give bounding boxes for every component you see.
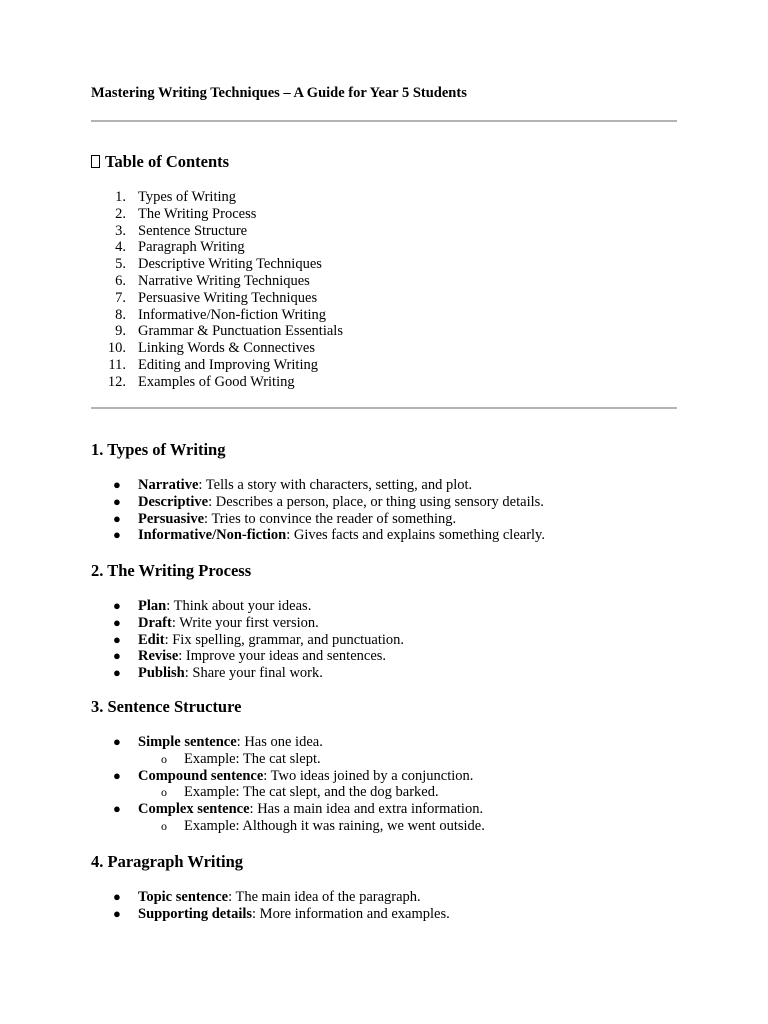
toc-item (91, 223, 343, 240)
bullet-icon: ● (113, 648, 121, 664)
example-text: Example: The cat slept. (184, 750, 321, 767)
bullet-icon: ● (113, 631, 121, 647)
item-text: : Describes a person, place, or thing using sensory details. (208, 493, 544, 510)
item-term: Persuasive (138, 510, 205, 527)
example-item (91, 784, 485, 801)
toc-item-label: Paragraph Writing (138, 239, 245, 256)
item-term: Plan (138, 598, 167, 614)
toc-item-number: 1. (115, 189, 126, 205)
document-title: Mastering Writing Techniques – A Guide for Year 5 Students (91, 85, 467, 101)
bullet-icon: ● (113, 527, 121, 543)
circle-bullet-icon: o (161, 751, 167, 766)
toc-item (91, 273, 343, 290)
toc-item-number: 12. (107, 373, 126, 390)
list-item (91, 598, 404, 615)
item-text: : Improve your ideas and sentences. (178, 648, 387, 665)
list-item (91, 494, 545, 511)
bullet-icon: ● (113, 767, 121, 783)
toc-item-label: Informative/Non-fiction Writing (138, 306, 327, 323)
toc-item (91, 239, 343, 256)
item-text: : Think about your ideas. (166, 598, 312, 614)
toc-item (91, 189, 343, 206)
bullet-icon: ● (113, 889, 121, 904)
toc-item (91, 307, 343, 324)
item-text: : The main idea of the paragraph. (228, 889, 421, 905)
toc-item-label: Types of Writing (138, 189, 237, 205)
item-text: : More information and examples. (252, 905, 450, 922)
toc-item-number: 9. (115, 323, 126, 340)
toc-item-number: 10. (107, 340, 126, 357)
section-heading: 4. Paragraph Writing (91, 852, 244, 871)
bullet-list (91, 477, 545, 544)
toc-item-number: 11. (108, 356, 126, 373)
item-term: Complex sentence (138, 801, 250, 818)
toc-item-label: Editing and Improving Writing (138, 356, 318, 373)
item-text: : Tries to convince the reader of something. (204, 510, 457, 527)
section-heading: 2. The Writing Process (91, 561, 252, 580)
item-term: Simple sentence (138, 734, 237, 750)
section-heading: 1. Types of Writing (91, 440, 226, 459)
toc-item-number: 4. (115, 239, 126, 256)
item-term: Edit (138, 631, 165, 648)
bullet-icon: ● (113, 477, 121, 492)
list-item (91, 801, 485, 835)
toc-item (91, 290, 343, 307)
bullet-icon: ● (113, 905, 121, 921)
toc-heading-label: Table of Contents (105, 152, 230, 171)
toc-item-label: Descriptive Writing Techniques (138, 256, 322, 273)
toc-item-number: 3. (115, 222, 126, 239)
divider (91, 120, 677, 122)
toc-item-label: Sentence Structure (138, 222, 248, 239)
bullet-icon: ● (113, 734, 121, 749)
bullet-icon: ● (113, 493, 121, 509)
list-item (91, 906, 450, 923)
list-item (91, 889, 450, 906)
missing-glyph-icon (91, 155, 100, 168)
toc-item (91, 357, 343, 374)
item-term: Informative/Non-fiction (138, 527, 287, 544)
item-text: : Write your first version. (171, 614, 319, 631)
item-text: : Fix spelling, grammar, and punctuation. (164, 631, 405, 648)
toc-item-label: Examples of Good Writing (138, 373, 295, 390)
item-term: Revise (138, 648, 179, 665)
item-term: Supporting details (138, 905, 253, 922)
bullet-icon: ● (113, 665, 121, 681)
list-item (91, 734, 485, 768)
sub-list (138, 818, 485, 835)
item-text: : Has one idea. (236, 734, 323, 750)
bullet-icon: ● (113, 510, 121, 526)
toc-heading (91, 152, 229, 172)
bullet-icon: ● (113, 801, 121, 817)
circle-bullet-icon: o (161, 785, 167, 800)
item-term: Descriptive (138, 493, 209, 510)
toc-item (91, 206, 343, 223)
list-item (91, 615, 404, 632)
item-text: : Has a main idea and extra information. (249, 801, 484, 818)
table-of-contents (91, 189, 343, 391)
bullet-icon: ● (113, 598, 121, 613)
item-text: : Tells a story with characters, setting, and plot. (198, 477, 473, 493)
list-item (91, 527, 545, 544)
toc-item (91, 256, 343, 273)
list-item (91, 477, 545, 494)
item-text: : Gives facts and explains something clearly. (286, 527, 545, 544)
item-term: Topic sentence (138, 889, 229, 905)
toc-item (91, 323, 343, 340)
list-item (91, 665, 404, 682)
bullet-list (91, 889, 450, 923)
item-term: Narrative (138, 477, 199, 493)
item-term: Publish (138, 665, 185, 682)
list-item (91, 632, 404, 649)
divider (91, 407, 677, 409)
toc-item (91, 374, 343, 391)
list-item (91, 648, 404, 665)
item-text: : Two ideas joined by a conjunction. (263, 767, 474, 784)
sub-list (138, 751, 485, 768)
toc-item-number: 2. (115, 205, 126, 222)
item-text: : Share your final work. (184, 665, 323, 682)
list-item (91, 511, 545, 528)
toc-item-number: 6. (115, 272, 126, 289)
item-term: Draft (138, 614, 172, 631)
toc-item-number: 5. (115, 256, 126, 273)
toc-item (91, 340, 343, 357)
toc-item-label: The Writing Process (138, 205, 257, 222)
toc-item-number: 7. (115, 289, 126, 306)
example-text: Example: Although it was raining, we went outside. (184, 817, 485, 834)
bullet-list (91, 598, 404, 682)
toc-item-number: 8. (115, 306, 126, 323)
bullet-icon: ● (113, 614, 121, 630)
example-item (91, 818, 485, 835)
toc-item-label: Persuasive Writing Techniques (138, 289, 318, 306)
toc-item-label: Grammar & Punctuation Essentials (138, 323, 343, 340)
list-item (91, 768, 485, 802)
item-term: Compound sentence (138, 767, 264, 784)
toc-item-label: Linking Words & Connectives (138, 340, 315, 357)
sub-list (138, 784, 485, 801)
bullet-list (91, 734, 485, 835)
example-text: Example: The cat slept, and the dog barked. (184, 784, 439, 801)
circle-bullet-icon: o (161, 818, 167, 833)
section-heading: 3. Sentence Structure (91, 697, 242, 716)
toc-item-label: Narrative Writing Techniques (138, 272, 310, 289)
example-item (91, 751, 485, 768)
